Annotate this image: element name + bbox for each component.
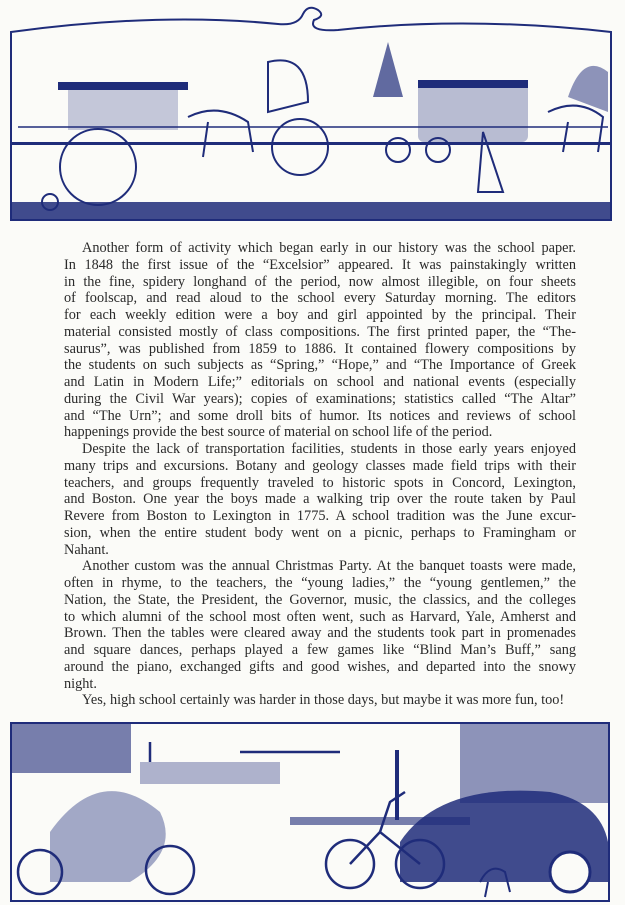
text-line: happenings provide the best source of material on school life of the period. (64, 424, 493, 441)
text-line: In 1848 the first issue of the “Excelsior” appeared. It was painstakingly written (64, 256, 576, 273)
text-line: many trips and excursions. Botany and geology classes made field trips with their (64, 457, 576, 474)
text-line: often in rhyme, to the teachers, the “young ladies,” the “young gentlemen,” the (64, 575, 576, 591)
text-line: and Latin in Modern Life;” editorials on school and national events (especially (64, 374, 576, 390)
text-line: Another form of activity which began early in our history was the school paper. (82, 240, 576, 256)
text-line: and Boston. One year the boys made a walking trip over the route taken by Paul (64, 491, 576, 508)
illustration-modern-street-scene (10, 722, 610, 902)
text-line: to which alumni of the school most often went, such as Harvard, Yale, Amherst and (64, 608, 576, 625)
paragraph (64, 692, 576, 709)
text-line: material consisted mostly of class compositions. The first printed paper, the “The- (64, 323, 576, 340)
text-line: the students on such subjects as “Spring,” “Hope,” and “The Importance of Greek (64, 357, 576, 374)
text-line: and “The Urn”; and some droll bits of humor. Its notices and reviews of school (64, 407, 576, 424)
paragraph (64, 558, 576, 692)
text-line: Despite the lack of transportation facilities, students in those early years enjoyed (82, 441, 576, 457)
text-line: around the piano, exchanged gifts and good wishes, and departed into the snowy (64, 658, 576, 675)
text-line: Brown. Then the tables were cleared away and the students took part in promenades (64, 625, 576, 642)
text-line: saurus”, was published from 1859 to 1886. It contained flowery compositions by (64, 340, 576, 357)
text-line: sion, when the entire student body went on a picnic, perhaps to Framingham or (64, 524, 576, 541)
text-line: Another custom was the annual Christmas Party. At the banquet toasts were made, (82, 558, 576, 575)
text-line: Nahant. (64, 541, 109, 558)
article-body (64, 240, 576, 709)
text-line: Revere from Boston to Lexington in 1775. A school tradition was the June excur- (64, 508, 576, 524)
paragraph (64, 441, 576, 558)
text-line: Yes, high school certainly was harder in those days, but maybe it was more fun, too! (82, 692, 565, 709)
text-line: in the fine, spidery longhand of the period, now almost illegible, on four sheets (64, 273, 576, 290)
illustration-19th-century-street-scene (8, 2, 614, 224)
text-line: Nation, the State, the President, the Governor, music, the classics, and the colleges (64, 591, 576, 608)
text-line: teachers, and groups frequently traveled to historic spots in Concord, Lexington, (64, 474, 576, 491)
text-line: for each weekly edition were a boy and girl appointed by the principal. Their (64, 307, 576, 323)
paragraph (64, 240, 576, 441)
text-line: of foolscap, and read aloud to the school every Saturday morning. The editors (64, 290, 576, 307)
text-line: and square dances, perhaps played a few games like “Blind Man’s Buff,” sang (64, 642, 576, 658)
text-line: during the Civil War years); copies of examinations; statistics called “The Altar” (64, 390, 576, 407)
text-line: night. (64, 675, 97, 692)
